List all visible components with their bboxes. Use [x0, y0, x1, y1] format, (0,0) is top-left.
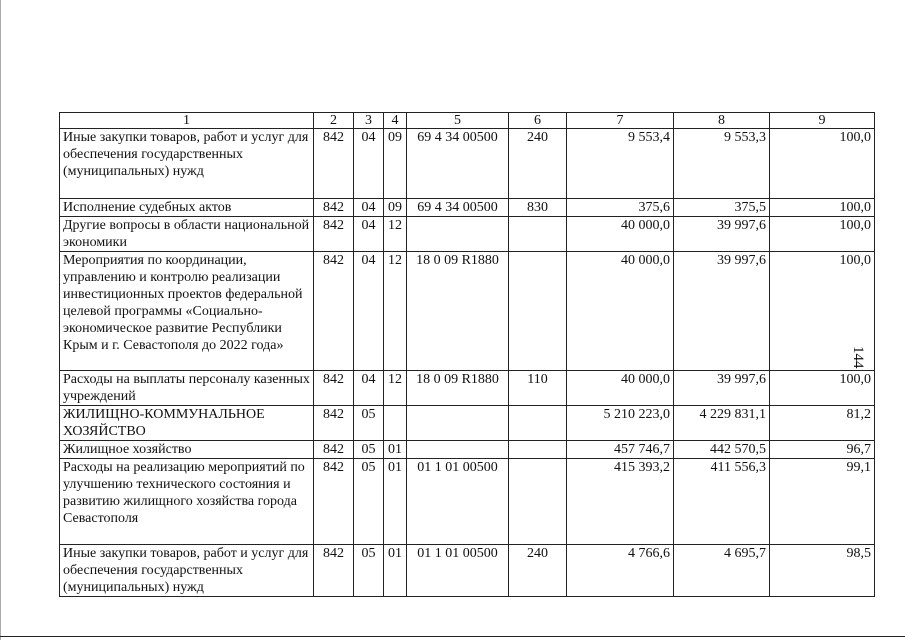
- row-name: Расходы на выплаты персоналу казенных учреждений: [60, 371, 314, 406]
- row-executed-amount: 4 229 831,1: [674, 406, 770, 441]
- row-target-article: [407, 217, 509, 252]
- row-section: 05: [354, 545, 384, 597]
- row-target-article: 69 4 34 00500: [407, 129, 509, 199]
- row-target-article: [407, 441, 509, 459]
- row-approved-amount: 4 766,6: [567, 545, 674, 597]
- table-row: [60, 199, 875, 217]
- row-expense-type: 240: [509, 129, 567, 199]
- row-expense-type: [509, 406, 567, 441]
- row-execution-percent: 99,1: [770, 459, 875, 545]
- row-target-article: 69 4 34 00500: [407, 199, 509, 217]
- row-expense-type: 240: [509, 545, 567, 597]
- row-subsection: 01: [384, 459, 407, 545]
- row-executed-amount: 9 553,3: [674, 129, 770, 199]
- row-admin-code: 842: [314, 252, 354, 371]
- row-expense-type: [509, 459, 567, 545]
- row-section: 05: [354, 459, 384, 545]
- row-execution-percent: 100,0: [770, 129, 875, 199]
- row-admin-code: 842: [314, 406, 354, 441]
- row-name: ЖИЛИЩНО-КОММУНАЛЬНОЕ ХОЗЯЙСТВО: [60, 406, 314, 441]
- header-cell-9: 9: [770, 113, 875, 129]
- row-section: 04: [354, 252, 384, 371]
- row-executed-amount: 4 695,7: [674, 545, 770, 597]
- table-row: [60, 459, 875, 545]
- row-section: 04: [354, 199, 384, 217]
- row-expense-type: [509, 217, 567, 252]
- row-approved-amount: 5 210 223,0: [567, 406, 674, 441]
- header-cell-7: 7: [567, 113, 674, 129]
- header-cell-2: 2: [314, 113, 354, 129]
- header-cell-6: 6: [509, 113, 567, 129]
- row-subsection: [384, 406, 407, 441]
- header-cell-1: 1: [60, 113, 314, 129]
- row-subsection: 12: [384, 371, 407, 406]
- row-section: 04: [354, 129, 384, 199]
- page-number: 144: [850, 346, 866, 369]
- row-target-article: 01 1 01 00500: [407, 459, 509, 545]
- row-name: Исполнение судебных актов: [60, 199, 314, 217]
- row-name: Другие вопросы в области национальной экономики: [60, 217, 314, 252]
- page-left-edge: [0, 0, 1, 640]
- row-approved-amount: 40 000,0: [567, 217, 674, 252]
- row-execution-percent: 100,0: [770, 371, 875, 406]
- row-target-article: 18 0 09 R1880: [407, 252, 509, 371]
- row-execution-percent: 100,0: [770, 252, 875, 371]
- row-name: Иные закупки товаров, работ и услуг для обеспечения государственных (муниципальных) нужд: [60, 129, 314, 199]
- table-row: [60, 129, 875, 199]
- row-executed-amount: 39 997,6: [674, 252, 770, 371]
- row-approved-amount: 415 393,2: [567, 459, 674, 545]
- row-approved-amount: 9 553,4: [567, 129, 674, 199]
- row-name: Мероприятия по координации, управлению и контролю реализации инвестиционных проектов федеральной целевой программы «Социально-экономическое развитие Республики Крым и г. Севастополя до 2022 года»: [60, 252, 314, 371]
- table-row: [60, 545, 875, 597]
- row-admin-code: 842: [314, 459, 354, 545]
- row-admin-code: 842: [314, 441, 354, 459]
- table-row: [60, 406, 875, 441]
- row-subsection: 01: [384, 545, 407, 597]
- row-admin-code: 842: [314, 217, 354, 252]
- row-approved-amount: 457 746,7: [567, 441, 674, 459]
- row-subsection: 12: [384, 217, 407, 252]
- row-admin-code: 842: [314, 371, 354, 406]
- row-subsection: 09: [384, 199, 407, 217]
- row-section: 05: [354, 406, 384, 441]
- row-expense-type: [509, 252, 567, 371]
- budget-execution-table: [59, 112, 875, 597]
- row-execution-percent: 100,0: [770, 217, 875, 252]
- row-target-article: 18 0 09 R1880: [407, 371, 509, 406]
- table-row: [60, 252, 875, 371]
- table-row: [60, 217, 875, 252]
- row-approved-amount: 375,6: [567, 199, 674, 217]
- row-expense-type: 110: [509, 371, 567, 406]
- row-execution-percent: 98,5: [770, 545, 875, 597]
- header-cell-4: 4: [384, 113, 407, 129]
- row-executed-amount: 39 997,6: [674, 217, 770, 252]
- row-executed-amount: 411 556,3: [674, 459, 770, 545]
- row-executed-amount: 442 570,5: [674, 441, 770, 459]
- row-executed-amount: 375,5: [674, 199, 770, 217]
- row-expense-type: [509, 441, 567, 459]
- header-row: [60, 113, 875, 129]
- row-execution-percent: 100,0: [770, 199, 875, 217]
- row-subsection: 12: [384, 252, 407, 371]
- row-name: Иные закупки товаров, работ и услуг для обеспечения государственных (муниципальных) нужд: [60, 545, 314, 597]
- table-body: [60, 113, 875, 597]
- header-cell-3: 3: [354, 113, 384, 129]
- row-section: 04: [354, 217, 384, 252]
- row-admin-code: 842: [314, 129, 354, 199]
- row-name: Расходы на реализацию мероприятий по улучшению технического состояния и развитию жилищного хозяйства города Севастополя: [60, 459, 314, 545]
- row-approved-amount: 40 000,0: [567, 371, 674, 406]
- table-row: [60, 371, 875, 406]
- row-name: Жилищное хозяйство: [60, 441, 314, 459]
- row-admin-code: 842: [314, 545, 354, 597]
- header-cell-5: 5: [407, 113, 509, 129]
- row-admin-code: 842: [314, 199, 354, 217]
- row-execution-percent: 96,7: [770, 441, 875, 459]
- row-execution-percent: 81,2: [770, 406, 875, 441]
- row-section: 04: [354, 371, 384, 406]
- table-row: [60, 441, 875, 459]
- page-bottom-edge: [0, 636, 905, 637]
- row-section: 05: [354, 441, 384, 459]
- row-target-article: 01 1 01 00500: [407, 545, 509, 597]
- row-executed-amount: 39 997,6: [674, 371, 770, 406]
- row-subsection: 01: [384, 441, 407, 459]
- header-cell-8: 8: [674, 113, 770, 129]
- row-target-article: [407, 406, 509, 441]
- row-subsection: 09: [384, 129, 407, 199]
- row-approved-amount: 40 000,0: [567, 252, 674, 371]
- row-expense-type: 830: [509, 199, 567, 217]
